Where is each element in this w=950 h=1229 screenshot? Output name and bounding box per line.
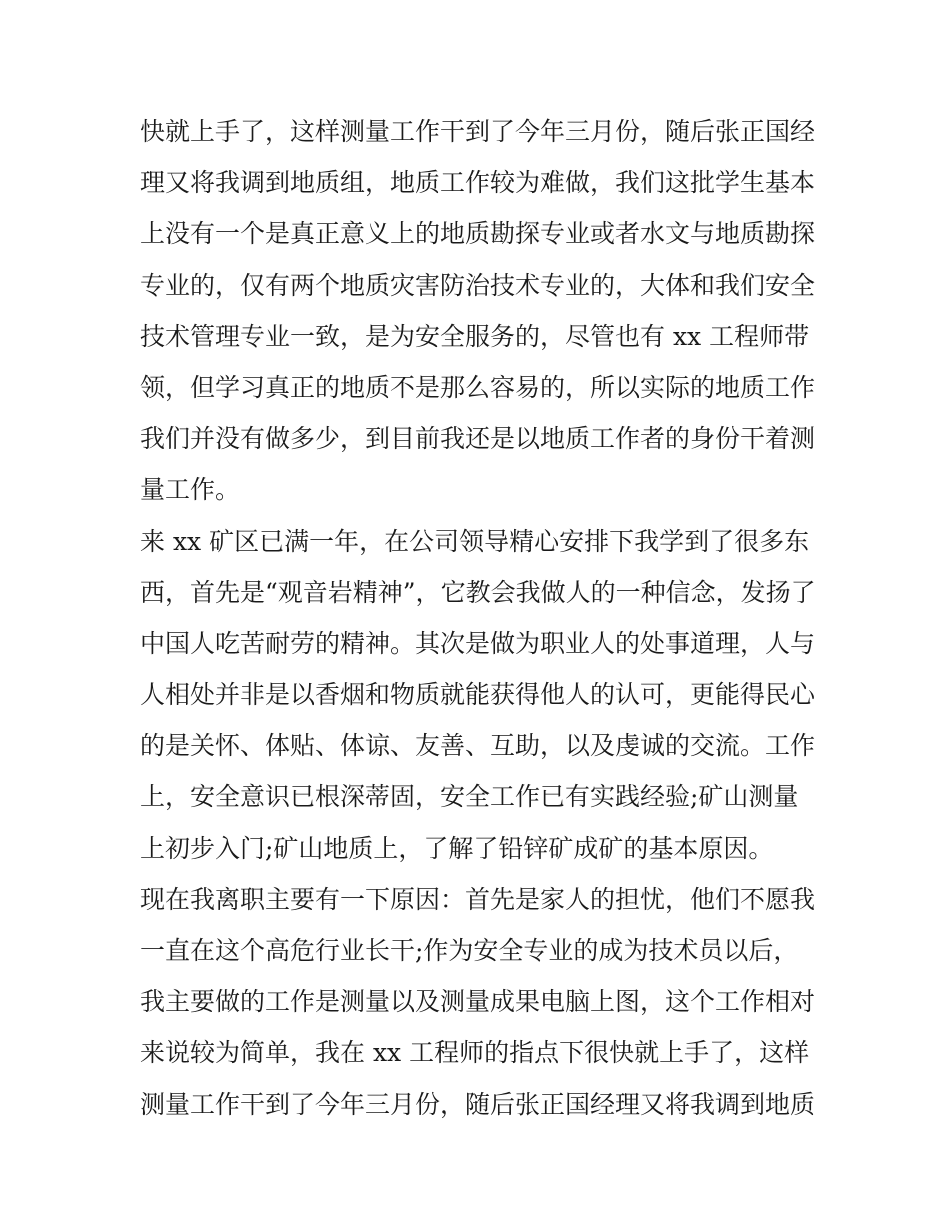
text-line: 上，安全意识已根深蒂固，安全工作已有实践经验;矿山测量 (140, 782, 799, 812)
text-line: 上初步入门;矿山地质上，了解了铅锌矿成矿的基本原因。 (140, 833, 774, 863)
text-line: 快就上手了，这样测量工作干到了今年三月份，随后张正国经 (140, 117, 816, 146)
text-line: 来 xx 矿区已满一年，在公司领导精心安排下我学到了很多东 (140, 526, 810, 556)
text-line: 来说较为简单，我在 xx 工程师的指点下很快就上手了，这样 (140, 1038, 810, 1068)
body-text (140, 106, 820, 1130)
text-line: 一直在这个高危行业长干;作为安全专业的成为技术员以后， (140, 936, 799, 965)
text-line: 我主要做的工作是测量以及测量成果电脑上图，这个工作相对 (140, 987, 816, 1017)
text-line: 专业的，仅有两个地质灾害防治技术专业的，大体和我们安全 (140, 270, 816, 300)
text-line: 我们并没有做多少，到目前我还是以地质工作者的身份干着测 (140, 424, 816, 454)
text-line: 技术管理专业一致，是为安全服务的，尽管也有 xx 工程师带 (140, 321, 810, 351)
text-line: 人相处并非是以香烟和物质就能获得他人的认可，更能得民心 (140, 680, 816, 710)
text-line: 上没有一个是真正意义上的地质勘探专业或者水文与地质勘探 (140, 219, 816, 249)
text-line: 西，首先是“观音岩精神”，它教会我做人的一种信念，发扬了 (140, 577, 816, 607)
text-line: 领，但学习真正的地质不是那么容易的，所以实际的地质工作 (140, 372, 816, 402)
text-line: 中国人吃苦耐劳的精神。其次是做为职业人的处事道理，人与 (140, 628, 816, 658)
text-line: 现在我离职主要有一下原因：首先是家人的担忧，他们不愿我 (140, 884, 816, 914)
text-line: 测量工作干到了今年三月份，随后张正国经理又将我调到地质 (140, 1089, 816, 1119)
text-line: 量工作。 (140, 475, 241, 505)
text-line: 理又将我调到地质组，地质工作较为难做，我们这批学生基本 (140, 168, 816, 198)
text-line: 的是关怀、体贴、体谅、友善、互助，以及虔诚的交流。工作 (140, 731, 816, 761)
